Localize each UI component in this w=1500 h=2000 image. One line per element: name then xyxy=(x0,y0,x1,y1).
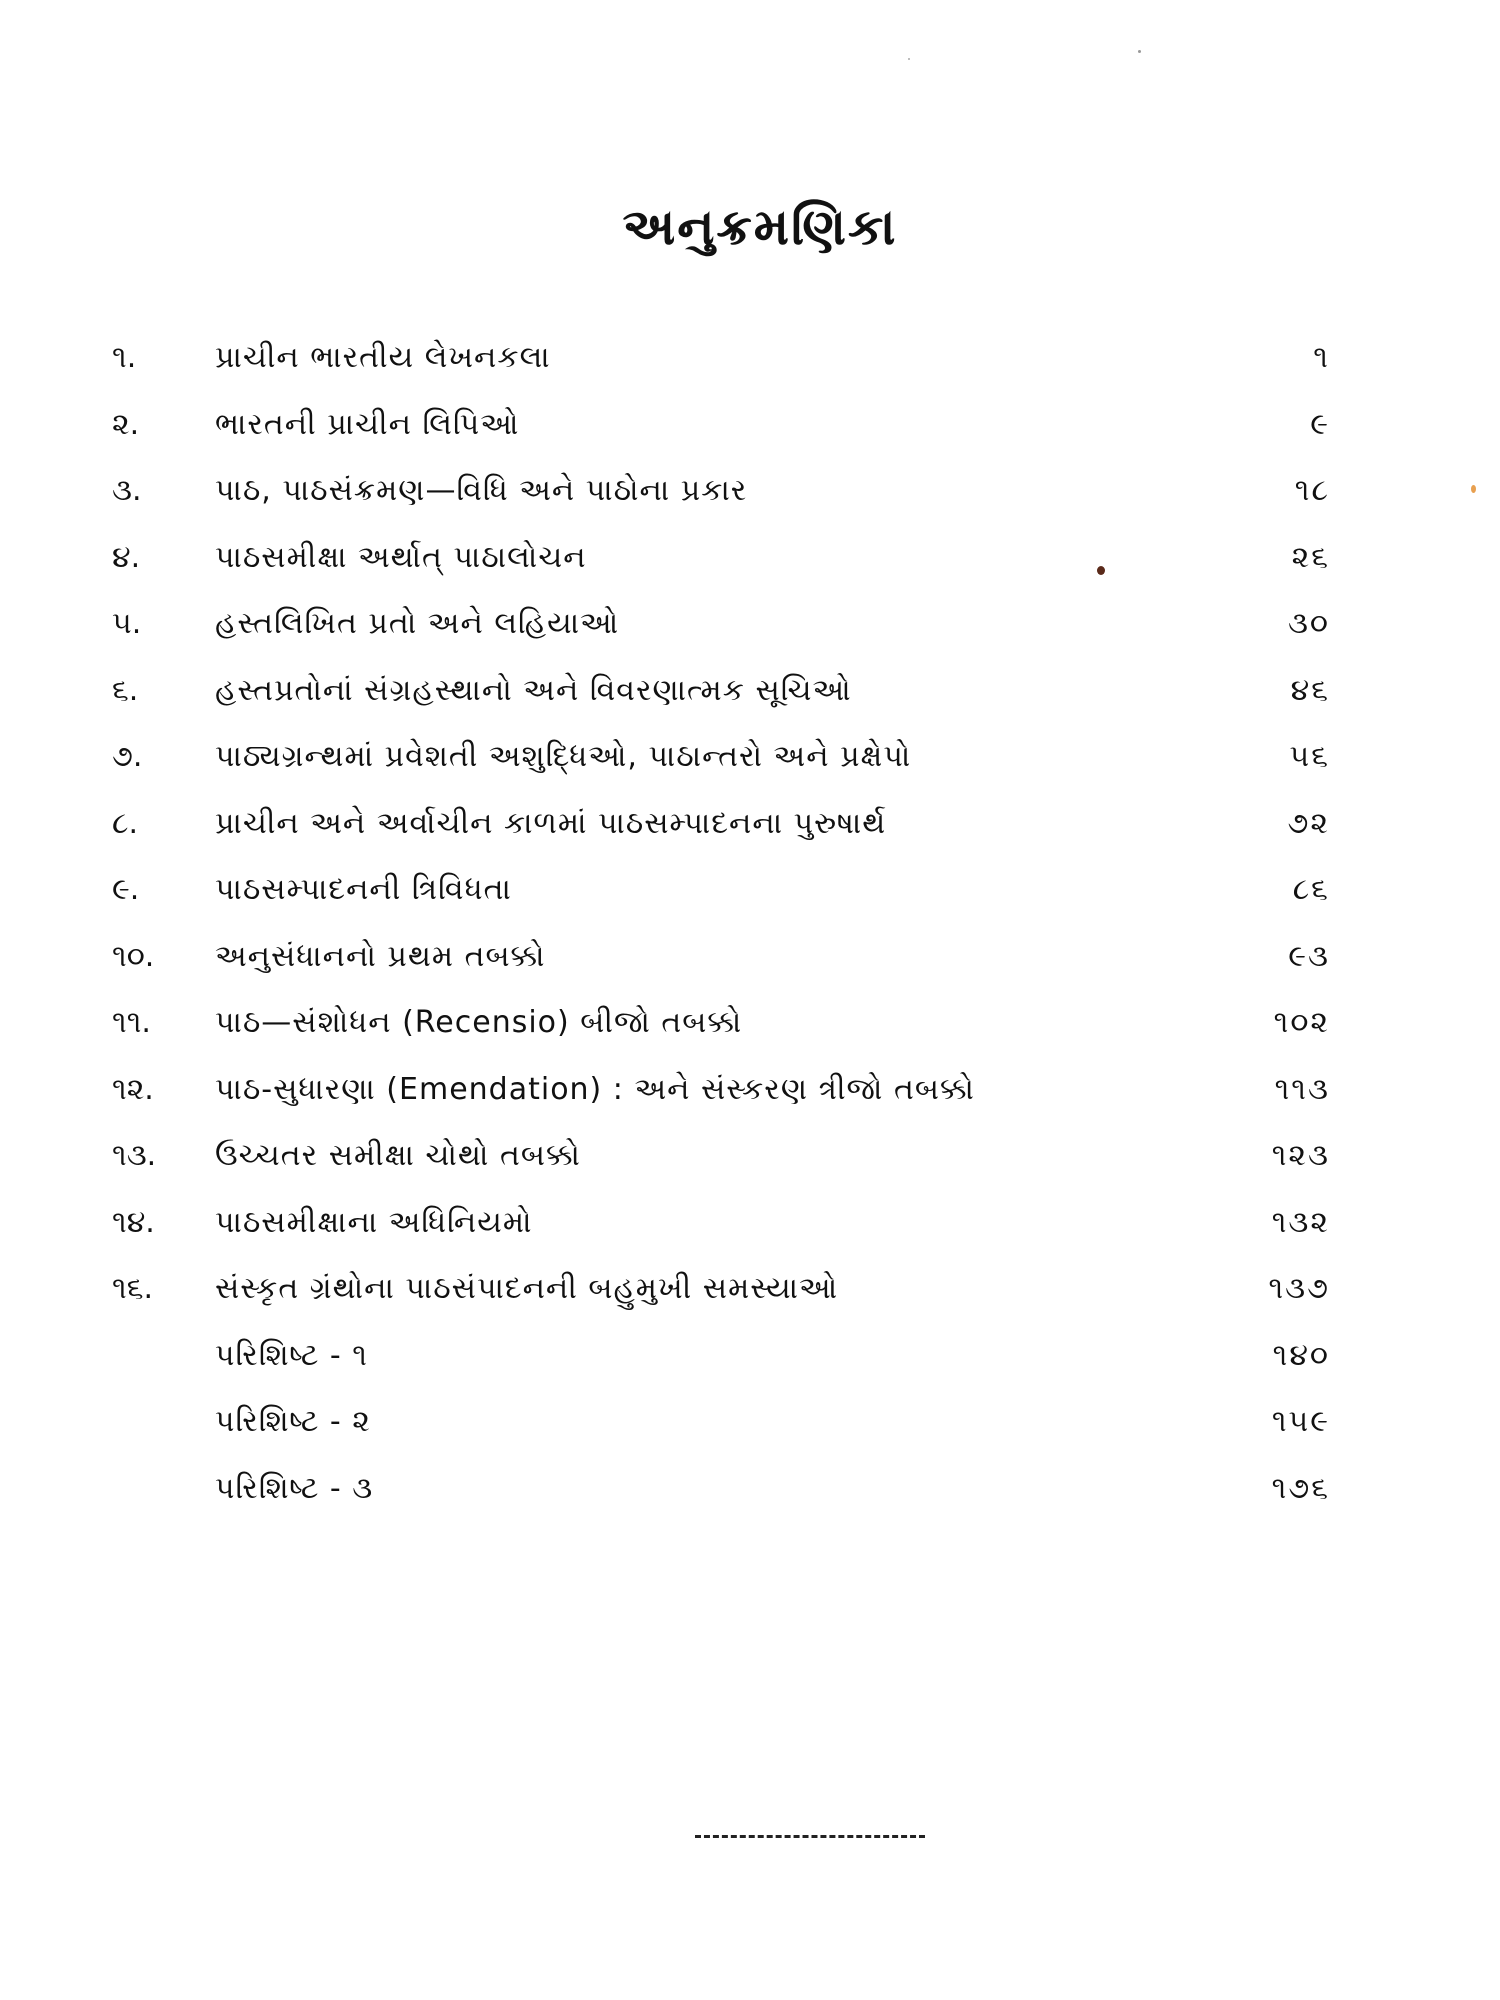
toc-entry-15 xyxy=(0,1256,1500,1323)
toc-entry-7 xyxy=(0,724,1500,791)
entry-page-number: ૧૭૬ xyxy=(1271,1470,1330,1506)
entry-title: હસ્તપ્રતોનાં સંગ્રહસ્થાનો અને વિવરણાત્મક સૂચિઓ xyxy=(215,672,852,708)
ink-speck xyxy=(1471,485,1476,493)
entry-number: ૫. xyxy=(112,606,142,641)
entry-title: પાઠ—સંશોધન (Recensio) બીજો તબક્કો xyxy=(215,1005,743,1040)
entry-page-number: ૩૦ xyxy=(1287,606,1330,641)
entry-page-number: ૪૬ xyxy=(1290,672,1330,708)
entry-title: હસ્તલિખિત પ્રતો અને લહિયાઓ xyxy=(215,606,620,641)
entry-page-number: ૧૨૩ xyxy=(1271,1138,1330,1173)
entry-number: ૪. xyxy=(112,539,141,575)
entry-title: પરિશિષ્ટ - ૩ xyxy=(215,1470,374,1506)
ink-speck xyxy=(1097,566,1105,575)
toc-entry-9 xyxy=(0,857,1500,924)
toc-entry-4 xyxy=(0,525,1500,592)
entry-page-number: ૧૮ xyxy=(1294,473,1330,508)
entry-number: ૭. xyxy=(112,739,143,774)
entry-title: પરિશિષ્ટ - ૧ xyxy=(215,1337,368,1373)
toc-entry-14 xyxy=(0,1190,1500,1257)
entry-page-number: ૧ xyxy=(1313,340,1330,375)
entry-title: પાઠ, પાઠસંક્રમણ—વિધિ અને પાઠોના પ્રકાર xyxy=(215,473,748,508)
toc-entry-5 xyxy=(0,591,1500,658)
entry-page-number: ૯૩ xyxy=(1288,938,1330,974)
entry-number: ૨. xyxy=(112,406,140,442)
entry-number: ૧૧. xyxy=(112,1005,151,1040)
entry-page-number: ૨૬ xyxy=(1291,539,1330,575)
toc-entry-10 xyxy=(0,924,1500,991)
entry-title: પ્રાચીન અને અર્વાચીન કાળમાં પાઠસમ્પાદનના પુરુષાર્થ xyxy=(215,805,887,841)
entry-number: ૧૦. xyxy=(112,938,155,974)
entry-page-number: ૧૫૯ xyxy=(1271,1404,1330,1439)
entry-title: પાઠસમીક્ષાના અધિનિયમો xyxy=(215,1204,533,1240)
ink-speck xyxy=(1138,50,1141,53)
toc-entry-3 xyxy=(0,458,1500,525)
toc-appendix-3 xyxy=(0,1456,1500,1523)
toc-entry-2 xyxy=(0,392,1500,459)
table-of-contents xyxy=(0,325,1500,1522)
toc-entry-11 xyxy=(0,990,1500,1057)
entry-page-number: ૯ xyxy=(1310,406,1330,442)
entry-page-number: ૮૬ xyxy=(1292,872,1330,907)
entry-number: ૧. xyxy=(112,340,137,375)
entry-number: ૩. xyxy=(112,473,142,508)
entry-number: ૧૨. xyxy=(112,1071,154,1107)
toc-appendix-2 xyxy=(0,1389,1500,1456)
entry-title: સંસ્કૃત ગ્રંથોના પાઠસંપાદનની બહુમુખી સમસ્યાઓ xyxy=(215,1271,839,1306)
entry-page-number: ૫૬ xyxy=(1289,739,1330,774)
toc-entry-1 xyxy=(0,325,1500,392)
page-title: અનુક્રમણિકા xyxy=(622,198,898,256)
toc-entry-8 xyxy=(0,791,1500,858)
entry-page-number: ૧૪૦ xyxy=(1272,1337,1330,1373)
entry-title: પાઠ-સુધારણા (Emendation) : અને સંસ્કરણ ત્રીજો તબક્કો xyxy=(215,1071,975,1107)
entry-title: પાઠસમીક્ષા અર્થાત્ પાઠાલોચન xyxy=(215,539,587,575)
entry-number: ૮. xyxy=(112,805,139,841)
entry-number: ૧૬. xyxy=(112,1271,154,1306)
entry-number: ૧૪. xyxy=(112,1204,155,1240)
entry-title: પ્રાચીન ભારતીય લેખનકલા xyxy=(215,340,551,375)
toc-entry-6 xyxy=(0,658,1500,725)
entry-title: પાઠસમ્પાદનની ત્રિવિધતા xyxy=(215,872,512,907)
entry-number: ૧૩. xyxy=(112,1138,157,1173)
entry-title: ઉચ્ચતર સમીક્ષા ચોથો તબક્કો xyxy=(215,1138,581,1173)
entry-number: ૬. xyxy=(112,672,139,708)
entry-number: ૯. xyxy=(112,872,140,907)
toc-appendix-1 xyxy=(0,1323,1500,1390)
entry-page-number: ૧૩૨ xyxy=(1271,1204,1330,1240)
toc-entry-12 xyxy=(0,1057,1500,1124)
entry-title: અનુસંધાનનો પ્રથમ તબક્કો xyxy=(215,938,546,974)
entry-page-number: ૧૧૩ xyxy=(1274,1071,1330,1107)
entry-page-number: ૧૦૨ xyxy=(1273,1005,1330,1040)
entry-title: ભારતની પ્રાચીન લિપિઓ xyxy=(215,406,520,442)
entry-page-number: ૧૩૭ xyxy=(1268,1271,1330,1306)
ink-speck xyxy=(908,58,910,60)
entry-page-number: ૭૨ xyxy=(1287,805,1330,841)
toc-entry-13 xyxy=(0,1123,1500,1190)
end-divider xyxy=(695,1835,925,1838)
entry-title: પરિશિષ્ટ - ૨ xyxy=(215,1404,371,1439)
entry-title: પાઠ્યગ્રન્થમાં પ્રવેશતી અશુદ્ધિઓ, પાઠાન્તરો અને પ્રક્ષેપો xyxy=(215,739,912,774)
